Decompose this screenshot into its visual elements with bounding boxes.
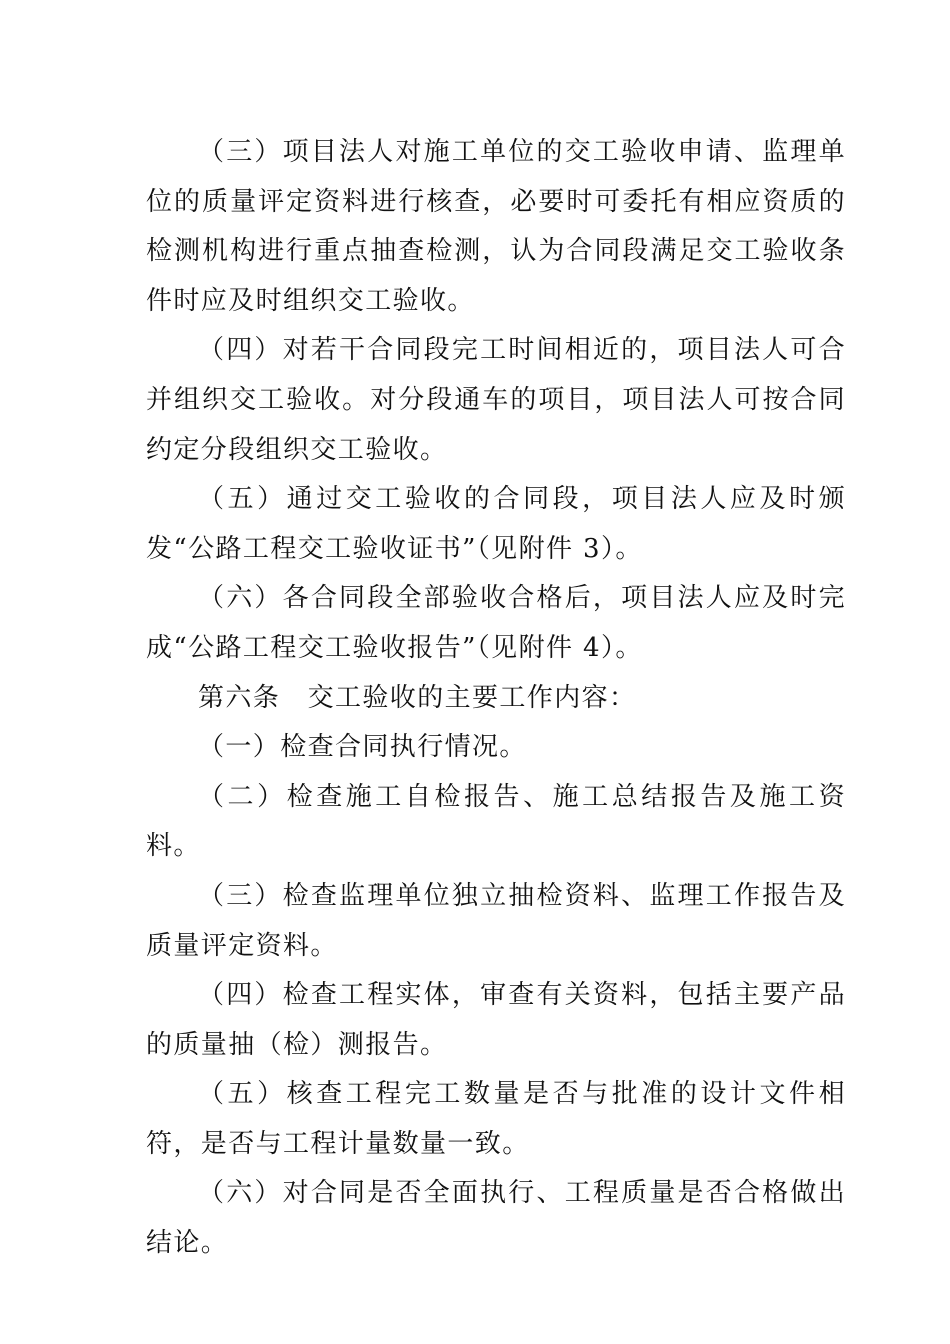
document-body bbox=[146, 128, 846, 1269]
paragraph-conclusion: （六）对合同是否全面执行、工程质量是否合格做出结论。 bbox=[146, 1178, 846, 1259]
paragraph-review-application: （三）项目法人对施工单位的交工验收申请、监理单位的质量评定资料进行核查，必要时可委托有相应资质的检测机构进行重点抽查检测，认为合同段满足交工验收条件时应及时组织交工验收。 bbox=[146, 137, 846, 316]
paragraph-combined-acceptance: （四）对若干合同段完工时间相近的，项目法人可合并组织交工验收。对分段通车的项目，项目法人可按合同约定分段组织交工验收。 bbox=[146, 335, 846, 465]
paragraph-acceptance-report: （六）各合同段全部验收合格后，项目法人应及时完成“公路工程交工验收报告”（见附件 4）。 bbox=[146, 583, 846, 663]
paragraph-check-entity: （四）检查工程实体，审查有关资料，包括主要产品的质量抽（检）测报告。 bbox=[146, 980, 846, 1060]
paragraph-check-contract: （一）检查合同执行情况。 bbox=[198, 732, 527, 763]
paragraph-check-supervision: （三）检查监理单位独立抽检资料、监理工作报告及质量评定资料。 bbox=[146, 880, 846, 961]
paragraph-verify-quantity: （五）核查工程完工数量是否与批准的设计文件相符，是否与工程计量数量一致。 bbox=[146, 1079, 846, 1159]
article-six-heading: 第六条 交工验收的主要工作内容： bbox=[198, 682, 637, 713]
paragraph-check-self-inspection: （二）检查施工自检报告、施工总结报告及施工资料。 bbox=[146, 781, 846, 862]
paragraph-issue-certificate: （五）通过交工验收的合同段，项目法人应及时颁发“公路工程交工验收证书”（见附件 3）。 bbox=[146, 484, 846, 564]
